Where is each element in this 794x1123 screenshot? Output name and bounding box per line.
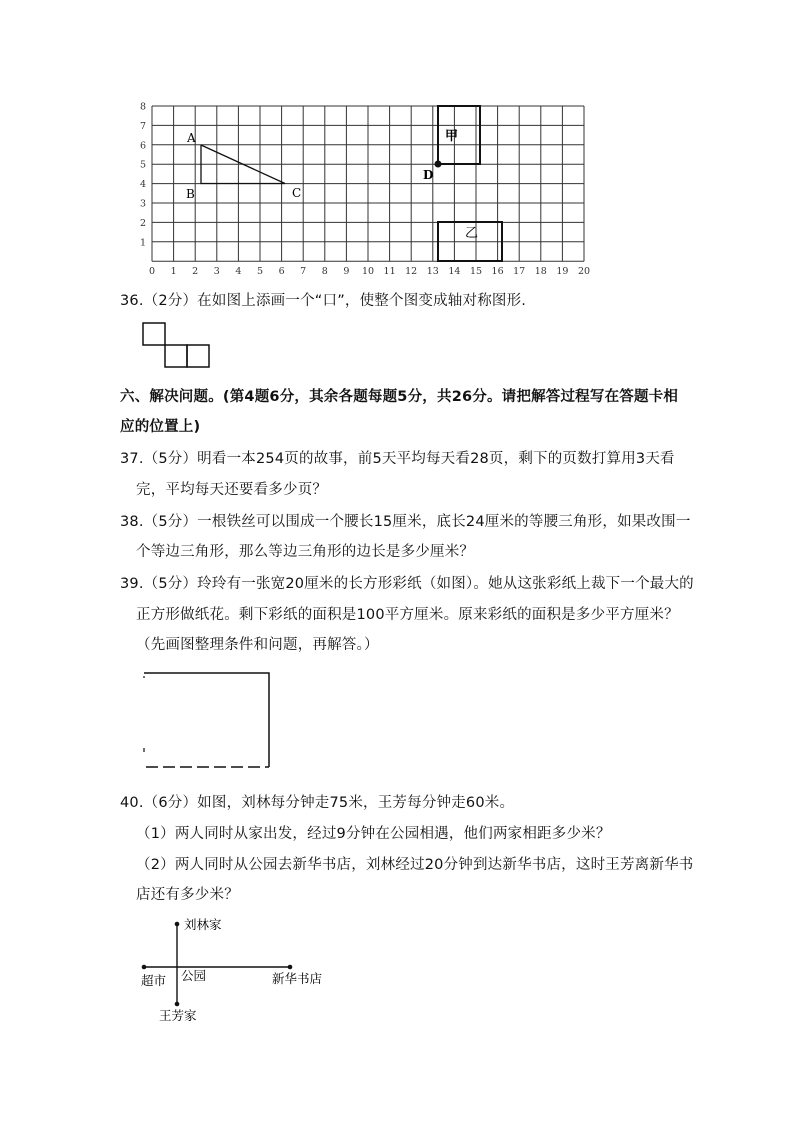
x-tick-label: 19 — [556, 266, 569, 278]
x-tick-label: 15 — [469, 266, 483, 278]
y-axis-ticks — [140, 102, 146, 249]
x-tick-label: 9 — [343, 266, 350, 278]
x-tick-label: 2 — [192, 266, 199, 278]
y-tick-label: 2 — [139, 217, 146, 229]
question-39: 39.（5分）玲玲有一张宽20厘米的长方形彩纸（如图）。她从这张彩纸上裁下一个最大的 — [120, 576, 694, 592]
x-tick-label: 13 — [426, 266, 439, 278]
x-tick-label: 20 — [577, 266, 591, 278]
x-tick-label: 1 — [170, 266, 177, 278]
section-6-heading: 六、解决问题。(第4题6分，其余各题每题5分，共26分。请把解答过程写在答题卡相 — [120, 389, 679, 405]
y-tick-label: 6 — [139, 140, 146, 152]
question-37: 37.（5分）明看一本254页的故事，前5天平均每天看28页，剩下的页数打算用3天看 — [120, 451, 675, 467]
y-tick-label: 4 — [139, 179, 146, 191]
question-40-part2-cont: 店还有多少米？ — [136, 887, 239, 903]
q40-map-figure — [135, 915, 345, 1025]
x-tick-label: 3 — [213, 266, 220, 278]
label-bookstore: 新华书店 — [272, 971, 323, 986]
x-tick-label: 18 — [534, 266, 547, 278]
x-tick-label: 10 — [361, 266, 375, 278]
label-wangfang-home: 王芳家 — [159, 1008, 197, 1023]
question-40-part1: （1）两人同时从家出发，经过9分钟在公园相遇，他们两家相距多少米？ — [136, 826, 611, 842]
x-tick-label: 0 — [148, 266, 156, 278]
x-tick-label: 14 — [448, 266, 461, 278]
y-tick-label: 3 — [139, 198, 146, 210]
q36-squares-figure — [140, 320, 212, 370]
y-tick-label: 1 — [139, 237, 146, 249]
label-d: D — [423, 168, 434, 182]
label-park: 公园 — [181, 968, 207, 983]
coordinate-grid-figure — [135, 100, 605, 280]
point-d — [435, 161, 442, 168]
y-tick-label: 5 — [139, 159, 146, 171]
x-tick-label: 12 — [405, 266, 418, 278]
x-tick-label: 7 — [300, 266, 307, 278]
question-39-cont: 正方形做纸花。剩下彩纸的面积是100平方厘米。原来彩纸的面积是多少平方厘米？ — [136, 607, 679, 623]
x-tick-label: 17 — [513, 266, 526, 278]
x-tick-label: 8 — [321, 266, 328, 278]
question-39-note: （先画图整理条件和问题，再解答。） — [136, 637, 379, 653]
label-b: B — [186, 187, 195, 201]
x-tick-label: 5 — [256, 266, 264, 278]
y-tick-label: 8 — [139, 101, 146, 113]
label-c: C — [292, 186, 302, 200]
x-tick-label: 4 — [235, 266, 242, 278]
question-38: 38.（5分）一根铁丝可以围成一个腰长15厘米，底长24厘米的等腰三角形，如果改围一 — [120, 514, 691, 530]
question-40: 40.（6分）如图，刘林每分钟走75米，王芳每分钟走60米。 — [120, 795, 515, 811]
label-supermarket: 超市 — [141, 973, 167, 988]
x-tick-label: 16 — [491, 266, 504, 278]
question-38-cont: 个等边三角形，那么等边三角形的边长是多少厘米？ — [136, 544, 475, 560]
question-40-part2: （2）两人同时从公园去新华书店，刘林经过20分钟到达新华书店，这时王芳离新华书 — [136, 857, 694, 873]
x-tick-label: 11 — [383, 266, 396, 278]
y-tick-label: 7 — [139, 120, 146, 132]
x-tick-label: 6 — [278, 266, 285, 278]
label-jia: 甲 — [445, 129, 459, 144]
question-37-cont: 完，平均每天还要看多少页？ — [136, 482, 328, 498]
label-a: A — [187, 131, 196, 145]
label-liulin-home: 刘林家 — [184, 917, 222, 932]
q39-paper-figure — [140, 670, 275, 772]
x-axis-ticks — [149, 266, 590, 277]
label-yi: 乙 — [465, 226, 479, 241]
question-36: 36.（2分）在如图上添画一个“口”，使整个图变成轴对称图形. — [120, 293, 527, 309]
section-6-heading-cont: 应的位置上) — [120, 419, 201, 435]
